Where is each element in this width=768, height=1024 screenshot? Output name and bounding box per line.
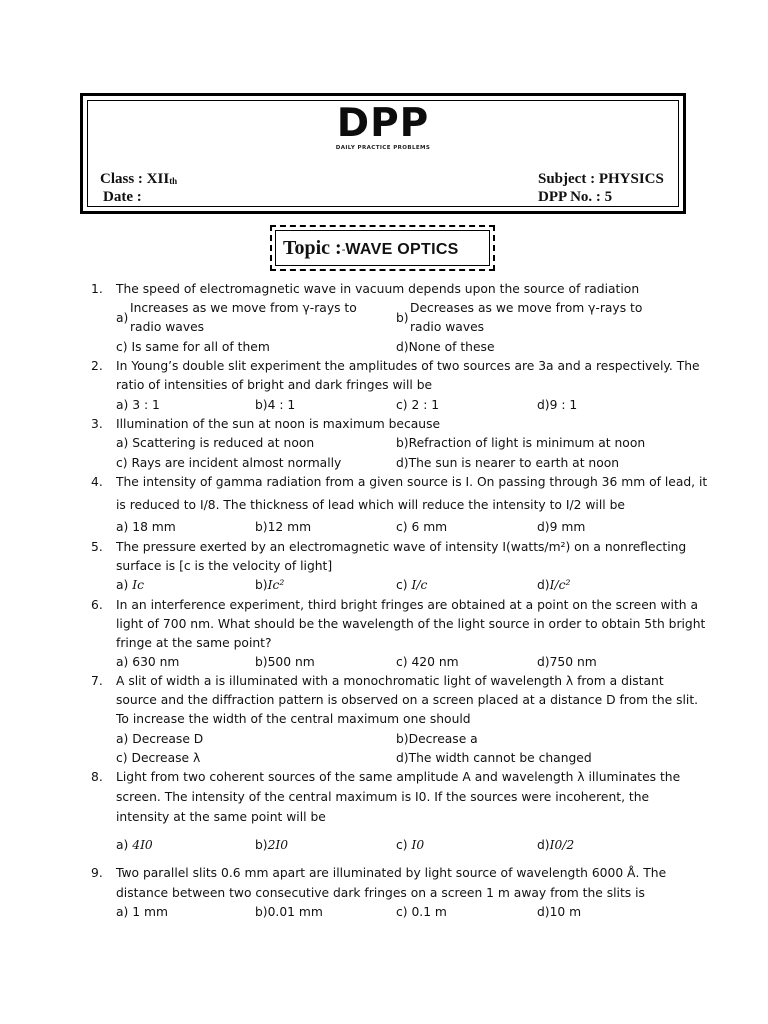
question-number: 2. bbox=[91, 359, 103, 373]
option-b: b)12 mm bbox=[255, 520, 312, 534]
topic-title: WAVE OPTICS bbox=[345, 241, 459, 258]
option-a-label: a) bbox=[116, 311, 129, 325]
option-d: d)None of these bbox=[396, 340, 495, 354]
question-number: 7. bbox=[91, 674, 103, 688]
option-a: a) 18 mm bbox=[116, 520, 176, 534]
dpp-logo: DPP bbox=[336, 101, 430, 146]
option-a: a) 1 mm bbox=[116, 905, 168, 919]
option-b: b)0.01 mm bbox=[255, 905, 323, 919]
topic-separator: - bbox=[341, 243, 346, 256]
option-a: Increases as we move from γ-rays to radio waves bbox=[130, 301, 357, 334]
option-d: d)10 m bbox=[537, 905, 582, 919]
question-text: Illumination of the sun at noon is maximum because bbox=[116, 417, 441, 431]
option-a: a) Scattering is reduced at noon bbox=[116, 436, 315, 450]
question-text: A slit of width a is illuminated with a monochromatic light of wavelength λ from a distant bbox=[116, 674, 664, 688]
option-d: d)750 nm bbox=[537, 655, 597, 669]
dpp-logo-subtitle: DAILY PRACTICE PROBLEMS bbox=[335, 145, 431, 151]
option-b: b)500 nm bbox=[255, 655, 315, 669]
question-text: Light from two coherent sources of the same amplitude A and wavelength λ illuminates the bbox=[116, 770, 681, 784]
header-inner-border bbox=[87, 100, 679, 207]
question-number: 6. bbox=[91, 598, 103, 612]
option-d: d)I0/2 bbox=[537, 838, 575, 852]
question-text: The pressure exerted by an electromagnetic wave of intensity I(watts/m²) on a nonreflecting bbox=[116, 540, 687, 554]
option-c: c) Decrease λ bbox=[116, 751, 201, 765]
question-number: 3. bbox=[91, 417, 103, 431]
topic-prefix: Topic : bbox=[283, 237, 342, 259]
option-d: d)9 mm bbox=[537, 520, 586, 534]
option-b: b)Ic² bbox=[255, 578, 285, 592]
option-c: c) I0 bbox=[396, 838, 425, 852]
option-c: c) 0.1 m bbox=[396, 905, 447, 919]
date-label: Date : bbox=[103, 189, 142, 205]
option-c: c) Rays are incident almost normally bbox=[116, 456, 342, 470]
question-text: Two parallel slits 0.6 mm apart are illuminated by light source of wavelength 6000 Å. The bbox=[116, 866, 667, 880]
option-b: b)2I0 bbox=[255, 838, 289, 852]
question-number: 9. bbox=[91, 866, 103, 880]
option-a: a) 630 nm bbox=[116, 655, 180, 669]
question-text: In an interference experiment, third bright fringes are obtained at a point on the screen with a bbox=[116, 598, 699, 612]
option-a: a) Ic bbox=[116, 578, 144, 592]
option-a: a) Decrease D bbox=[116, 732, 204, 746]
option-a: a) 3 : 1 bbox=[116, 398, 160, 412]
option-c: c) I/c bbox=[396, 578, 428, 592]
option-b: b)4 : 1 bbox=[255, 398, 296, 412]
question-text: The speed of electromagnetic wave in vacuum depends upon the source of radiation bbox=[116, 282, 640, 296]
question-text: The intensity of gamma radiation from a given source is I. On passing through 36 mm of lead, it bbox=[116, 475, 708, 489]
dpp-number-label: DPP No. : 5 bbox=[538, 189, 613, 205]
header-box bbox=[80, 93, 686, 214]
class-suffix: th bbox=[169, 176, 178, 186]
subject-label: Subject : PHYSICS bbox=[538, 171, 664, 187]
option-b-label: b) bbox=[396, 311, 409, 325]
option-c: c) 2 : 1 bbox=[396, 398, 440, 412]
option-d: d)9 : 1 bbox=[537, 398, 578, 412]
option-c: c) Is same for all of them bbox=[116, 340, 270, 354]
topic-heading bbox=[275, 230, 490, 266]
option-a: a) 4I0 bbox=[116, 838, 153, 852]
question-number: 8. bbox=[91, 770, 103, 784]
question-text: In Young’s double slit experiment the amplitudes of two sources are 3a and a respectively. The bbox=[116, 359, 700, 373]
question-number: 1. bbox=[91, 282, 103, 296]
option-c: c) 6 mm bbox=[396, 520, 448, 534]
option-d: d)I/c² bbox=[537, 578, 571, 592]
option-d: d)The width cannot be changed bbox=[396, 751, 592, 765]
option-b: b)Decrease a bbox=[396, 732, 478, 746]
question-number: 4. bbox=[91, 475, 103, 489]
question-number: 5. bbox=[91, 540, 103, 554]
topic-box bbox=[270, 225, 495, 271]
option-b: b)Refraction of light is minimum at noon bbox=[396, 436, 646, 450]
class-label: Class : $XII_{th}$ bbox=[100, 171, 178, 187]
option-b: Decreases as we move from γ-rays to radio waves bbox=[410, 301, 643, 334]
option-d: d)The sun is nearer to earth at noon bbox=[396, 456, 620, 470]
option-c: c) 420 nm bbox=[396, 655, 459, 669]
